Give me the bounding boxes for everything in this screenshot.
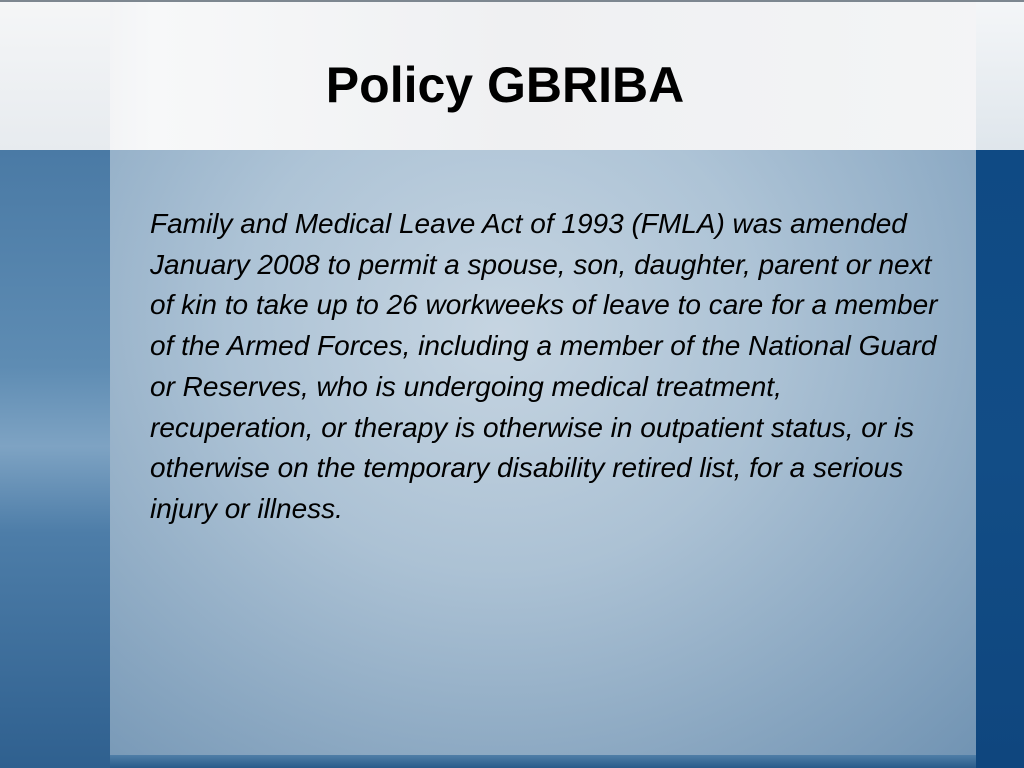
header-left-shade: [0, 0, 110, 150]
top-border: [0, 0, 1024, 2]
header-right-shade: [976, 0, 1024, 150]
slide-title: Policy GBRIBA: [325, 57, 685, 113]
slide-body-text: Family and Medical Leave Act of 1993 (FMLA) was amended January 2008 to permit a spouse, son, daughter, parent or next of kin to take up to 26 workweeks of leave to care for a member of the Armed Forces, including a member of the National Guard or Reserves, who is undergoing medical treatment, recuperation, or therapy is otherwise in outpatient status, or is otherwise on the temporary disability retired list, for a serious injury or illness.: [150, 208, 938, 524]
content-panel-bottom-edge: [110, 755, 976, 768]
right-decorative-strip: [976, 150, 1024, 768]
left-decorative-strip: [0, 150, 110, 768]
